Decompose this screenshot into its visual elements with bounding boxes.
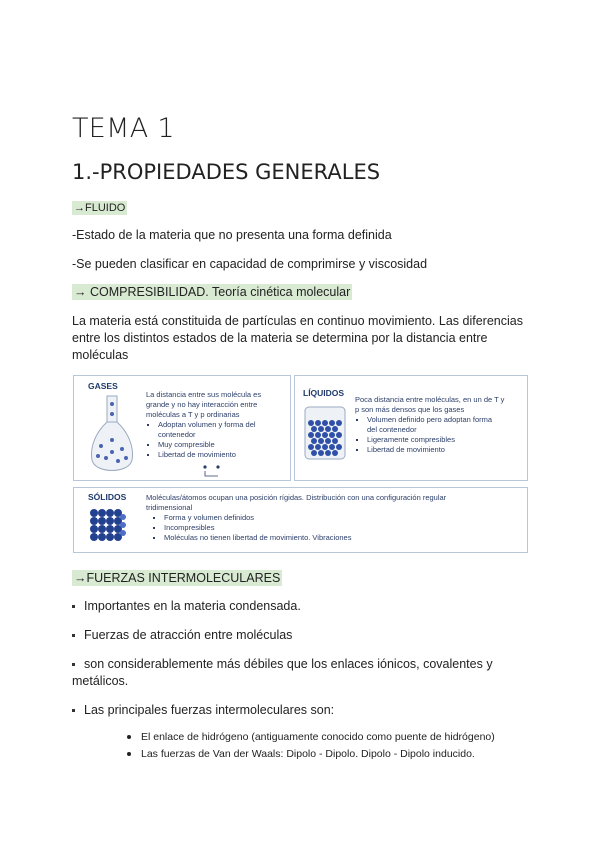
gases-title: GASES (88, 381, 118, 391)
solidos-text: Moléculas/átomos ocupan una posición rígidas. Distribución con una configuración regular tridimensional ▪ Forma y volumen definidos ▪ Incompresibles ▪ Moléculas no tienen libertad de movimiento. Vibraciones (146, 493, 521, 543)
fluido-heading: →FLUIDO (74, 202, 126, 214)
fuerzas-sub-1: El enlace de hidrógeno (antiguamente conocido como puente de hidrógeno) (127, 731, 495, 743)
liquidos-title: LÍQUIDOS (303, 388, 345, 398)
liquidos-box (294, 375, 528, 481)
fuerzas-bullet-4: Las principales fuerzas intermoleculares son: (72, 702, 334, 719)
fuerzas-heading: →FUERZAS INTERMOLECULARES (74, 571, 281, 585)
crystal-lattice-icon (88, 507, 128, 547)
solidos-box (73, 487, 528, 553)
fuerzas-bullet-3: son considerablemente más débiles que los enlaces iónicos, covalentes y metálicos. (72, 657, 493, 688)
fluido-line1: -Estado de la materia que no presenta una forma definida (72, 228, 392, 242)
gases-box (73, 375, 291, 481)
fluido-line2: -Se pueden clasificar en capacidad de comprimirse y viscosidad (72, 257, 428, 271)
fuerzas-sub-2: Las fuerzas de Van der Waals: Dipolo - Dipolo. Dipolo - Dipolo inducido. (127, 748, 475, 760)
fuerzas-bullet-2: Fuerzas de atracción entre moléculas (72, 627, 292, 644)
fuerzas-bullet-1: Importantes en la materia condensada. (72, 598, 301, 615)
compresibilidad-heading: → COMPRESIBILIDAD. Teoría cinética molecular (74, 285, 351, 299)
solidos-title: SÓLIDOS (88, 492, 127, 502)
beaker-icon (303, 403, 349, 461)
compresibilidad-paragraph: La materia está constituida de partículas en continuo movimiento. Las diferencias entre los distintos estados de la materia se determina por la distancia entre moléculas (72, 314, 523, 362)
section-title: 1.-PROPIEDADES GENERALES (72, 160, 381, 184)
flask-icon (88, 394, 136, 478)
liquidos-text: Poca distancia entre moléculas, en un de T y p son más densos que los gases ▪ Volumen definido pero adoptan forma del contenedor ▪ Ligeramente compresibles ▪ Libertad de movimiento (355, 395, 525, 455)
page-title: TEMA 1 (72, 113, 175, 144)
gases-text: La distancia entre sus molécula es grande y no hay interacción entre moléculas a T y p ordinarias ▪ Adoptan volumen y forma del contenedor ▪ Muy compresible ▪ Libertad de movimiento (146, 390, 286, 460)
cursor-mark (202, 464, 222, 478)
